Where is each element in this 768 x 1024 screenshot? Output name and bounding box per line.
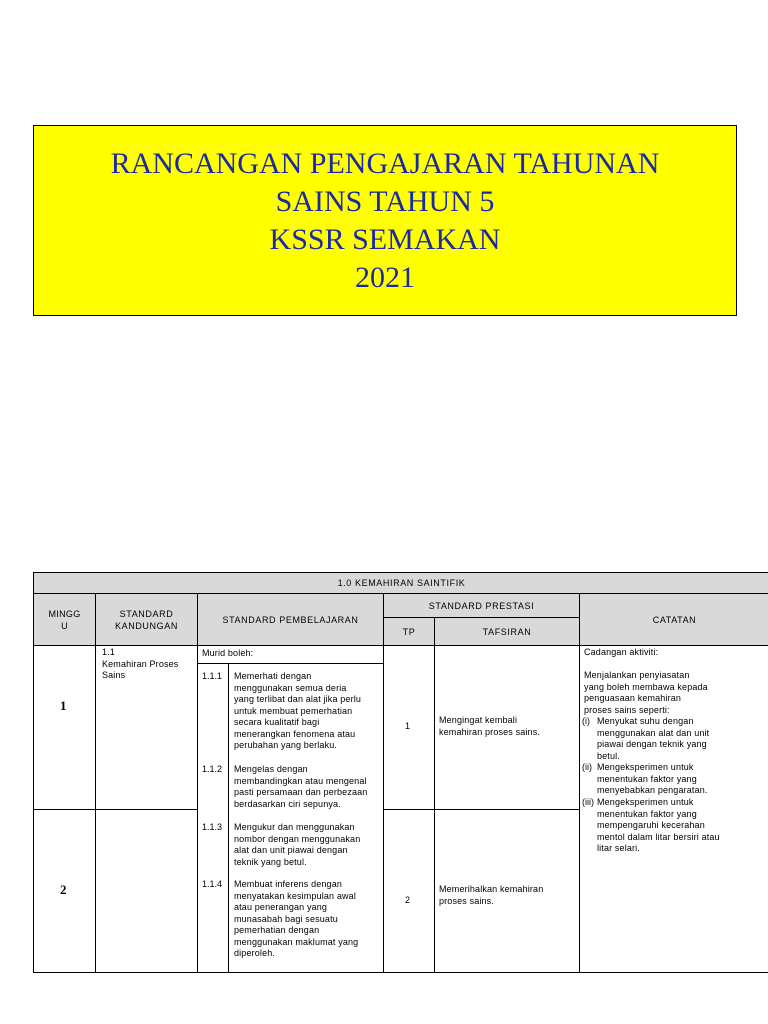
- title-banner: [33, 125, 737, 316]
- murid-boleh-label: Murid boleh:: [202, 648, 254, 658]
- tp-cell-2: [383, 809, 435, 973]
- section-title: 1.0 KEMAHIRAN SAINTIFIK: [33, 572, 768, 594]
- pembelajaran-code: 1.1.2: [202, 764, 223, 774]
- catatan-item-marker: (iii): [582, 797, 594, 807]
- tafsiran-text-1: Mengingat kembali kemahiran proses sains.: [439, 715, 540, 737]
- pembelajaran-text: Membuat inferens dengan menyatakan kesimpulan awal atau penerangan yang munasabah bagi sesuatu pemerhatian dengan menggunakan maklumat yang diperoleh.: [234, 879, 359, 958]
- header-tp: TP: [383, 617, 435, 646]
- title-line-4: 2021: [355, 260, 415, 294]
- minggu-cell-1: [33, 645, 96, 810]
- header-minggu: MINGG U: [33, 593, 96, 646]
- pembelajaran-text: Memerhati dengan menggunakan semua deria yang terlibat dan alat jika perlu untuk membuat pemerhatian secara kualitatif bagi menerangkan fenomena atau perubahan yang berlaku.: [234, 671, 362, 750]
- pembelajaran-code-divider: [228, 663, 229, 973]
- tp-level-1: 1: [405, 721, 411, 731]
- catatan-intro: Cadangan aktiviti:: [584, 647, 659, 657]
- week-number-1: 1: [60, 698, 67, 713]
- pembelajaran-code: 1.1.3: [202, 822, 223, 832]
- header-tafsiran: TAFSIRAN: [434, 617, 580, 646]
- title-line-3: KSSR SEMAKAN: [269, 222, 501, 256]
- title-line-1: RANCANGAN PENGAJARAN TAHUNAN: [110, 146, 660, 180]
- header-standard-kandungan: STANDARD KANDUNGAN: [95, 593, 198, 646]
- pembelajaran-code: 1.1.4: [202, 879, 223, 889]
- catatan-item-text: Mengeksperimen untuk menentukan faktor yang mempengaruhi kecerahan mentol dalam litar bersiri atau litar selari.: [597, 797, 720, 853]
- week-number-2: 2: [60, 882, 67, 897]
- catatan-item-text: Mengeksperimen untuk menentukan faktor yang menyebabkan pengaratan.: [597, 762, 708, 795]
- header-catatan: CATATAN: [579, 593, 768, 646]
- pembelajaran-divider: [197, 663, 384, 664]
- header-standard-prestasi: STANDARD PRESTASI: [383, 593, 580, 618]
- tp-level-2: 2: [405, 895, 411, 905]
- pembelajaran-text: Mengukur dan menggunakan nombor dengan menggunakan alat dan unit piawai dengan teknik yang betul.: [234, 822, 361, 867]
- kandungan-cell-2: [95, 809, 198, 973]
- catatan-item-marker: (ii): [582, 762, 592, 772]
- pembelajaran-text: Mengelas dengan membandingkan atau mengenal pasti persamaan dan perbezaan berdasarkan ciri sepunya.: [234, 764, 368, 809]
- catatan-item-marker: (i): [582, 716, 590, 726]
- header-standard-pembelajaran: STANDARD PEMBELAJARAN: [197, 593, 384, 646]
- pembelajaran-code: 1.1.1: [202, 671, 223, 681]
- standard-kandungan-text: 1.1 Kemahiran Proses Sains: [102, 647, 179, 680]
- catatan-item-text: Menyukat suhu dengan menggunakan alat dan unit piawai dengan teknik yang betul.: [597, 716, 710, 761]
- title-line-2: SAINS TAHUN 5: [275, 184, 495, 218]
- tafsiran-text-2: Memerihalkan kemahiran proses sains.: [439, 884, 544, 906]
- catatan-paragraph: Menjalankan penyiasatan yang boleh membawa kepada penguasaan kemahiran proses sains seperti:: [584, 670, 708, 715]
